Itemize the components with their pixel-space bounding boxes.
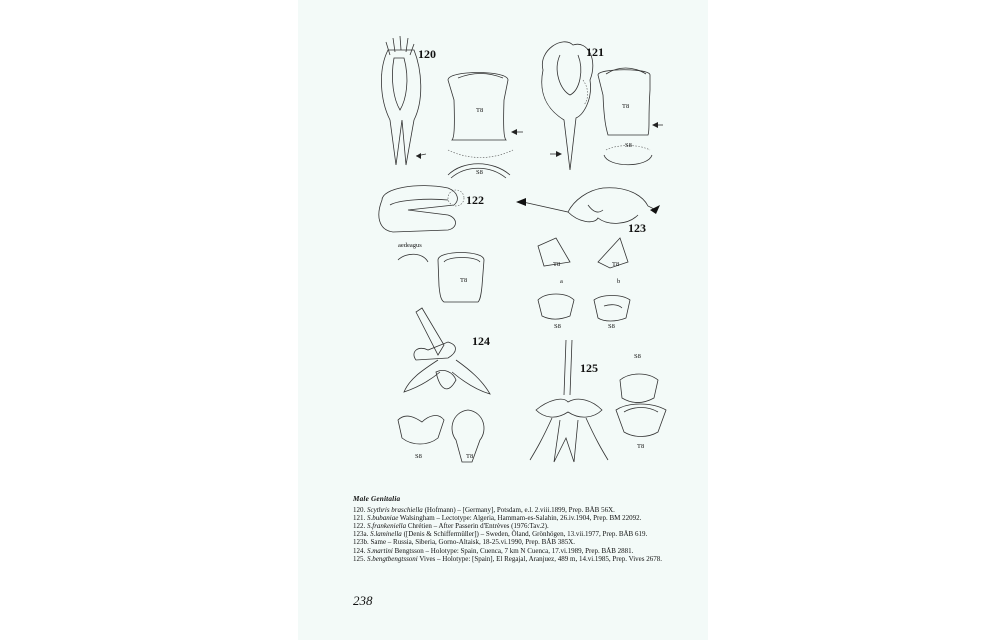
figure-caption: [353, 495, 698, 563]
figure-123: [516, 188, 660, 330]
figure-label: S8: [415, 453, 422, 460]
figure-label: a: [560, 278, 563, 285]
book-page: [298, 0, 708, 640]
caption-entry: 122. S.frankeniella Chrétien – After Passerin d'Entrèves (1976:Tav.2).: [353, 522, 549, 531]
caption-entry: 125. S.bengtbengtssoni Vives – Holotype: [Spain], El Regajal, Aranjuez, 489 m, 14.vi.1985, Prep. Vives 2678.: [353, 554, 663, 563]
caption-entry: 124. S.martini Bengtsson – Holotype: Spain, Cuenca, 7 km N Cuenca, 17.vi.1989, Prep. BÅB 2881.: [353, 546, 634, 555]
page-number: 238: [353, 593, 373, 608]
figure-125: [530, 340, 666, 462]
figure-label: S8: [608, 323, 615, 330]
figure-number: 120: [418, 47, 436, 61]
figure-label: S8: [634, 353, 641, 360]
caption-entry: 123a. S.laminella ([Denis & Schiffermüller]) – Sweden, Öland, Grönhögen, 13.vii.1977, Prep. BÅB 619.: [353, 530, 648, 539]
figure-number: 122: [466, 193, 484, 207]
figure-122: [379, 186, 484, 302]
figure-label: aedeagus: [398, 242, 422, 249]
figure-number: 124: [472, 334, 490, 348]
figure-label: T8: [637, 443, 645, 450]
figure-120: [381, 36, 523, 178]
figure-label: T8: [622, 103, 630, 110]
figure-label: T8: [612, 261, 620, 268]
figure-number: 121: [586, 45, 604, 59]
figure-label: b: [617, 278, 621, 285]
caption-entry: 121. S.bubaniae Walsingham – Lectotype: Algeria, Hammam-es-Salahin, 26.iv.1904, Prep. BM 22092.: [353, 514, 642, 523]
figure-124: [398, 308, 490, 462]
figure-label: T8: [466, 453, 474, 460]
figure-label: S8: [476, 169, 483, 176]
figure-label: T8: [460, 277, 468, 284]
caption-heading: Male Genitalia: [353, 495, 401, 503]
figure-label: T8: [476, 107, 484, 114]
genitalia-figure-plate: [298, 0, 708, 490]
caption-entry: 120. Scythris braschiella (Hofmann) – [Germany], Potsdam, e.l. 2.viii.1899, Prep. BÅB 56X.: [353, 506, 615, 515]
figure-label: S8: [554, 323, 561, 330]
figure-label: S8: [625, 142, 632, 149]
figure-number: 123: [628, 221, 646, 235]
figure-number: 125: [580, 361, 598, 375]
figure-121: [542, 42, 663, 170]
figure-label: T8: [553, 261, 561, 268]
caption-entry: 123b. Same – Russia, Siberia, Gorno-Altaisk, 18-25.vi.1990, Prep. BÅB 385X.: [353, 538, 576, 547]
